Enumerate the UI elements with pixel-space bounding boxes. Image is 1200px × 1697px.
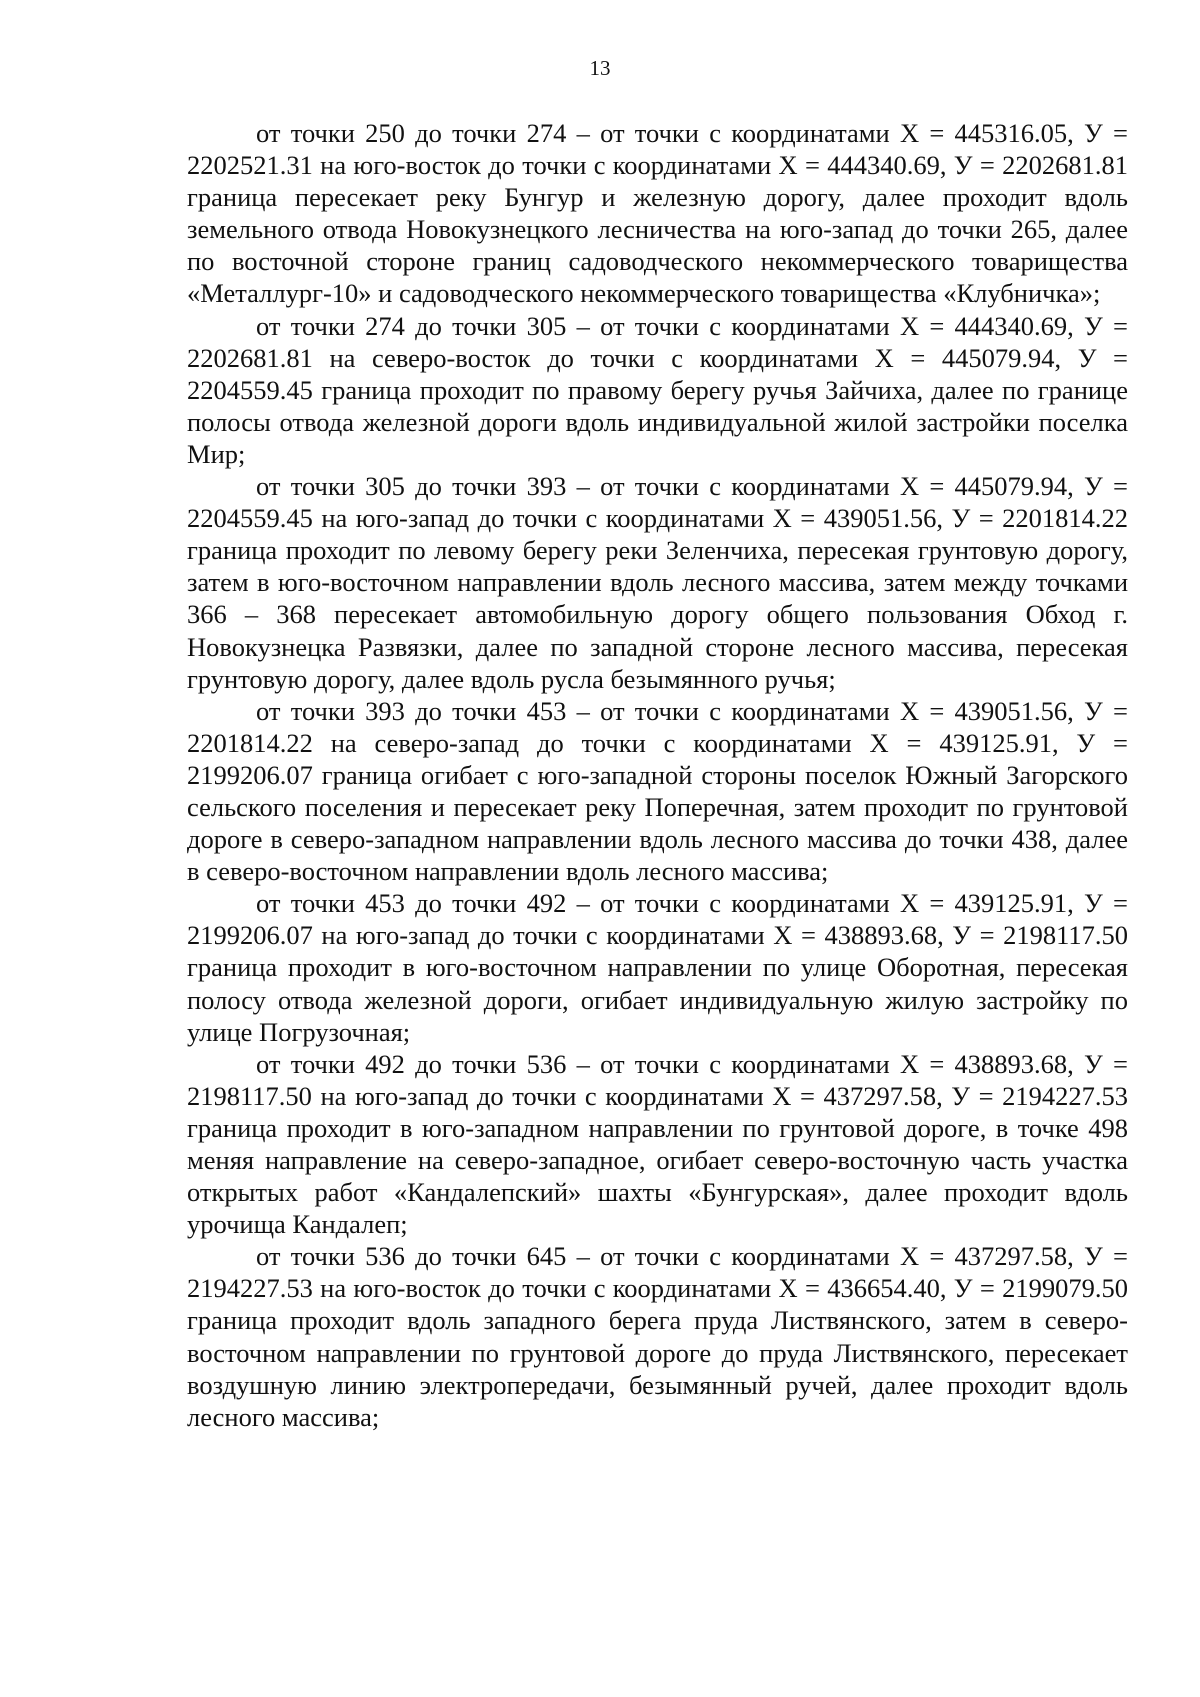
paragraph-boundary-492-536: от точки 492 до точки 536 – от точки с координатами Х = 438893.68, У = 2198117.50 на юго-запад до точки с координатами Х = 437297.58, У = 2194227.53 граница проходит в юго-западном направлении по грунтовой дороге, в точке 498 меняя направление на северо-западное, огибает северо-восточную часть участка открытых работ «Кандалепский» шахты «Бунгурская», далее проходит вдоль урочища Кандалеп; xyxy=(187,1048,1128,1240)
document-body xyxy=(187,117,1128,1433)
page-number: 13 xyxy=(589,56,611,80)
paragraph-boundary-453-492: от точки 453 до точки 492 – от точки с координатами Х = 439125.91, У = 2199206.07 на юго-запад до точки с координатами Х = 438893.68, У = 2198117.50 граница проходит в юго-восточном направлении по улице Оборотная, пересекая полосу отвода железной дороги, огибает индивидуальную жилую застройку по улице Погрузочная; xyxy=(187,888,1128,1047)
paragraph-boundary-274-305: от точки 274 до точки 305 – от точки с координатами Х = 444340.69, У = 2202681.81 на северо-восток до точки с координатами Х = 445079.94, У = 2204559.45 граница проходит по правому берегу ручья Зайчиха, далее по границе полосы отвода железной дороги вдоль индивидуальной жилой застройки поселка Мир; xyxy=(187,310,1128,469)
paragraph-boundary-536-645: от точки 536 до точки 645 – от точки с координатами Х = 437297.58, У = 2194227.53 на юго-восток до точки с координатами Х = 436654.40, У = 2199079.50 граница проходит вдоль западного берега пруда Листвянского, затем в северо-восточном направлении по грунтовой дороге до пруда Листвянского, пересекает воздушную линию электропередачи, безымянный ручей, далее проходит вдоль лесного массива; xyxy=(187,1241,1128,1432)
paragraph-boundary-305-393: от точки 305 до точки 393 – от точки с координатами Х = 445079.94, У = 2204559.45 на юго-запад до точки с координатами Х = 439051.56, У = 2201814.22 граница проходит по левому берегу реки Зеленчиха, пересекая грунтовую дорогу, затем в юго-восточном направлении вдоль лесного массива, затем между точками 366 – 368 пересекает автомобильную дорогу общего пользования Обход г. Новокузнецка Развязки, далее по западной стороне лесного массива, пересекая грунтовую дорогу, далее вдоль русла безымянного ручья; xyxy=(187,471,1128,694)
paragraph-boundary-393-453: от точки 393 до точки 453 – от точки с координатами Х = 439051.56, У = 2201814.22 на северо-запад до точки с координатами Х = 439125.91, У = 2199206.07 граница огибает с юго-западной стороны поселок Южный Загорского сельского поселения и пересекает реку Поперечная, затем проходит по грунтовой дороге в северо-западном направлении вдоль лесного массива до точки 438, далее в северо-восточном направлении вдоль лесного массива; xyxy=(187,695,1128,887)
paragraph-boundary-250-274: от точки 250 до точки 274 – от точки с координатами Х = 445316.05, У = 2202521.31 на юго-восток до точки с координатами Х = 444340.69, У = 2202681.81 граница пересекает реку Бунгур и железную дорогу, далее проходит вдоль земельного отвода Новокузнецкого лесничества на юго-запад до точки 265, далее по восточной стороне границ садоводческого некоммерческого товарищества «Металлург-10» и садоводческого некоммерческого товарищества «Клубничка»; xyxy=(187,118,1128,309)
